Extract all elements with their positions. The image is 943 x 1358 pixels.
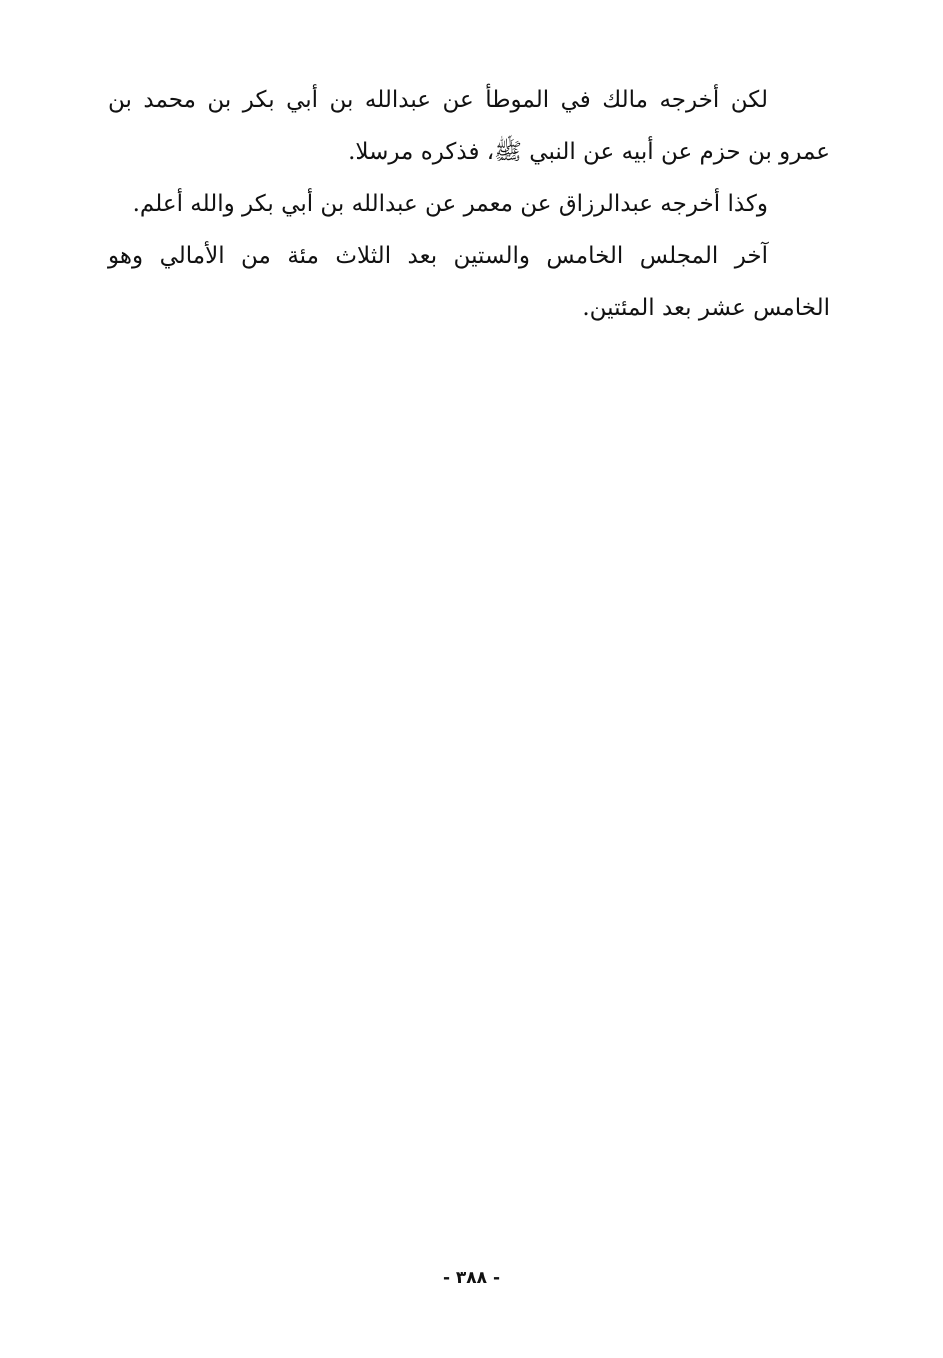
page-number: - ٣٨٨ -	[442, 1268, 501, 1288]
paragraph-2: وكذا أخرجه عبدالرزاق عن معمر عن عبدالله بن أبي بكر والله أعلم.	[132, 191, 768, 217]
paragraph-1: لكن أخرجه مالك في الموطأ عن عبدالله بن أبي بكر بن محمد بن عمرو بن حزم عن أبيه عن النبي ﷺ، فذكره مرسلا.	[108, 87, 830, 165]
body-text	[108, 74, 830, 334]
paragraph-3: آخر المجلس الخامس والستين بعد الثلاث مئة من الأمالي وهو الخامس عشر بعد المئتين.	[108, 243, 830, 321]
